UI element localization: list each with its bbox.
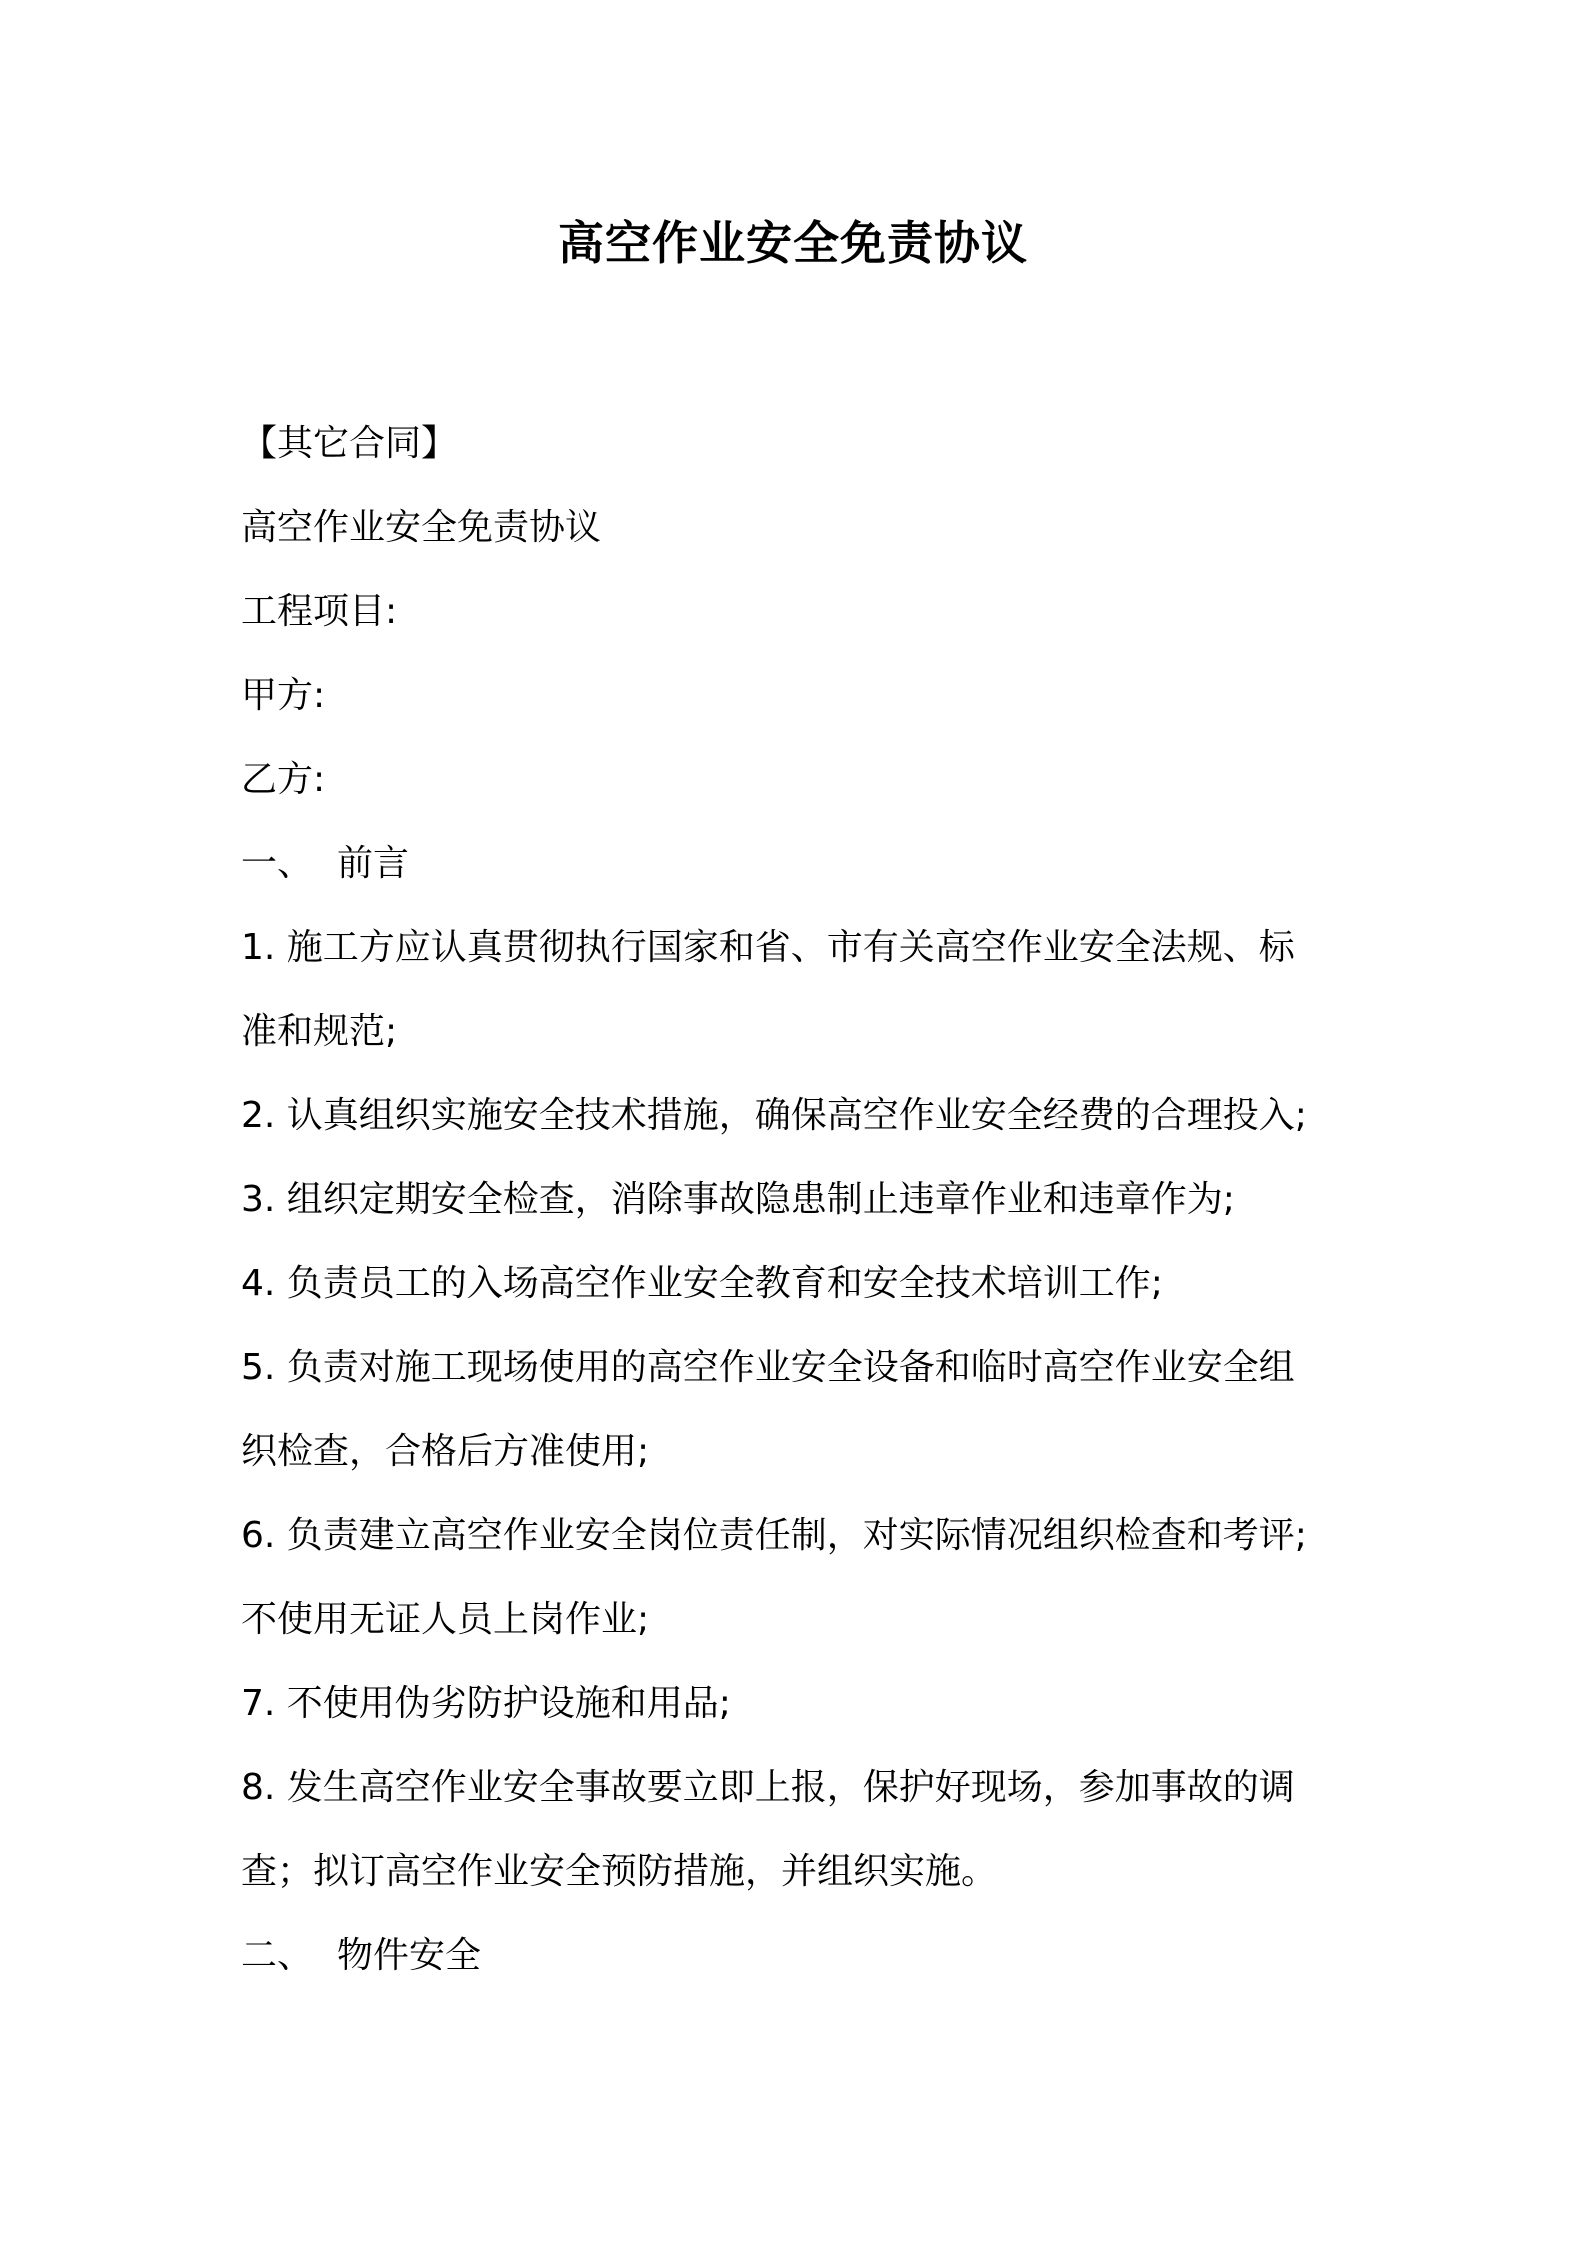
section-title: 前言 bbox=[337, 843, 410, 884]
clause-1-line-2: 准和规范; bbox=[241, 1011, 398, 1052]
section-number: 二、 bbox=[241, 1935, 314, 1976]
clause-8-line-1: 8. 发生高空作业安全事故要立即上报，保护好现场，参加事故的调 bbox=[241, 1767, 1295, 1808]
section-number: 一、 bbox=[241, 843, 314, 884]
party-b-field-label: 乙方: bbox=[241, 759, 326, 800]
project-field-label: 工程项目: bbox=[241, 591, 398, 632]
category-tag: 【其它合同】 bbox=[241, 423, 458, 464]
section-title: 物件安全 bbox=[337, 1935, 482, 1976]
clause-5-line-2: 织检查，合格后方准使用; bbox=[241, 1431, 650, 1472]
party-a-field-label: 甲方: bbox=[241, 675, 326, 716]
clause-8-line-2: 查；拟订高空作业安全预防措施，并组织实施。 bbox=[241, 1851, 998, 1892]
clause-1-line-1: 1. 施工方应认真贯彻执行国家和省、市有关高空作业安全法规、标 bbox=[241, 927, 1295, 968]
agreement-subtitle: 高空作业安全免责协议 bbox=[241, 507, 602, 548]
section-heading-object-safety bbox=[241, 1914, 1371, 1998]
clause-2: 2. 认真组织实施安全技术措施，确保高空作业安全经费的合理投入; bbox=[241, 1095, 1307, 1136]
document-title: 高空作业安全免责协议 bbox=[558, 216, 1028, 270]
clause-6-line-2: 不使用无证人员上岗作业; bbox=[241, 1599, 650, 1640]
section-heading-preface bbox=[241, 822, 1371, 906]
clause-6-line-1: 6. 负责建立高空作业安全岗位责任制，对实际情况组织检查和考评; bbox=[241, 1515, 1307, 1556]
clause-5-line-1: 5. 负责对施工现场使用的高空作业安全设备和临时高空作业安全组 bbox=[241, 1347, 1295, 1388]
clause-3: 3. 组织定期安全检查，消除事故隐患制止违章作业和违章作为; bbox=[241, 1179, 1235, 1220]
clause-7: 7. 不使用伪劣防护设施和用品; bbox=[241, 1683, 731, 1724]
document-body bbox=[241, 402, 1371, 1998]
clause-4: 4. 负责员工的入场高空作业安全教育和安全技术培训工作; bbox=[241, 1263, 1163, 1304]
